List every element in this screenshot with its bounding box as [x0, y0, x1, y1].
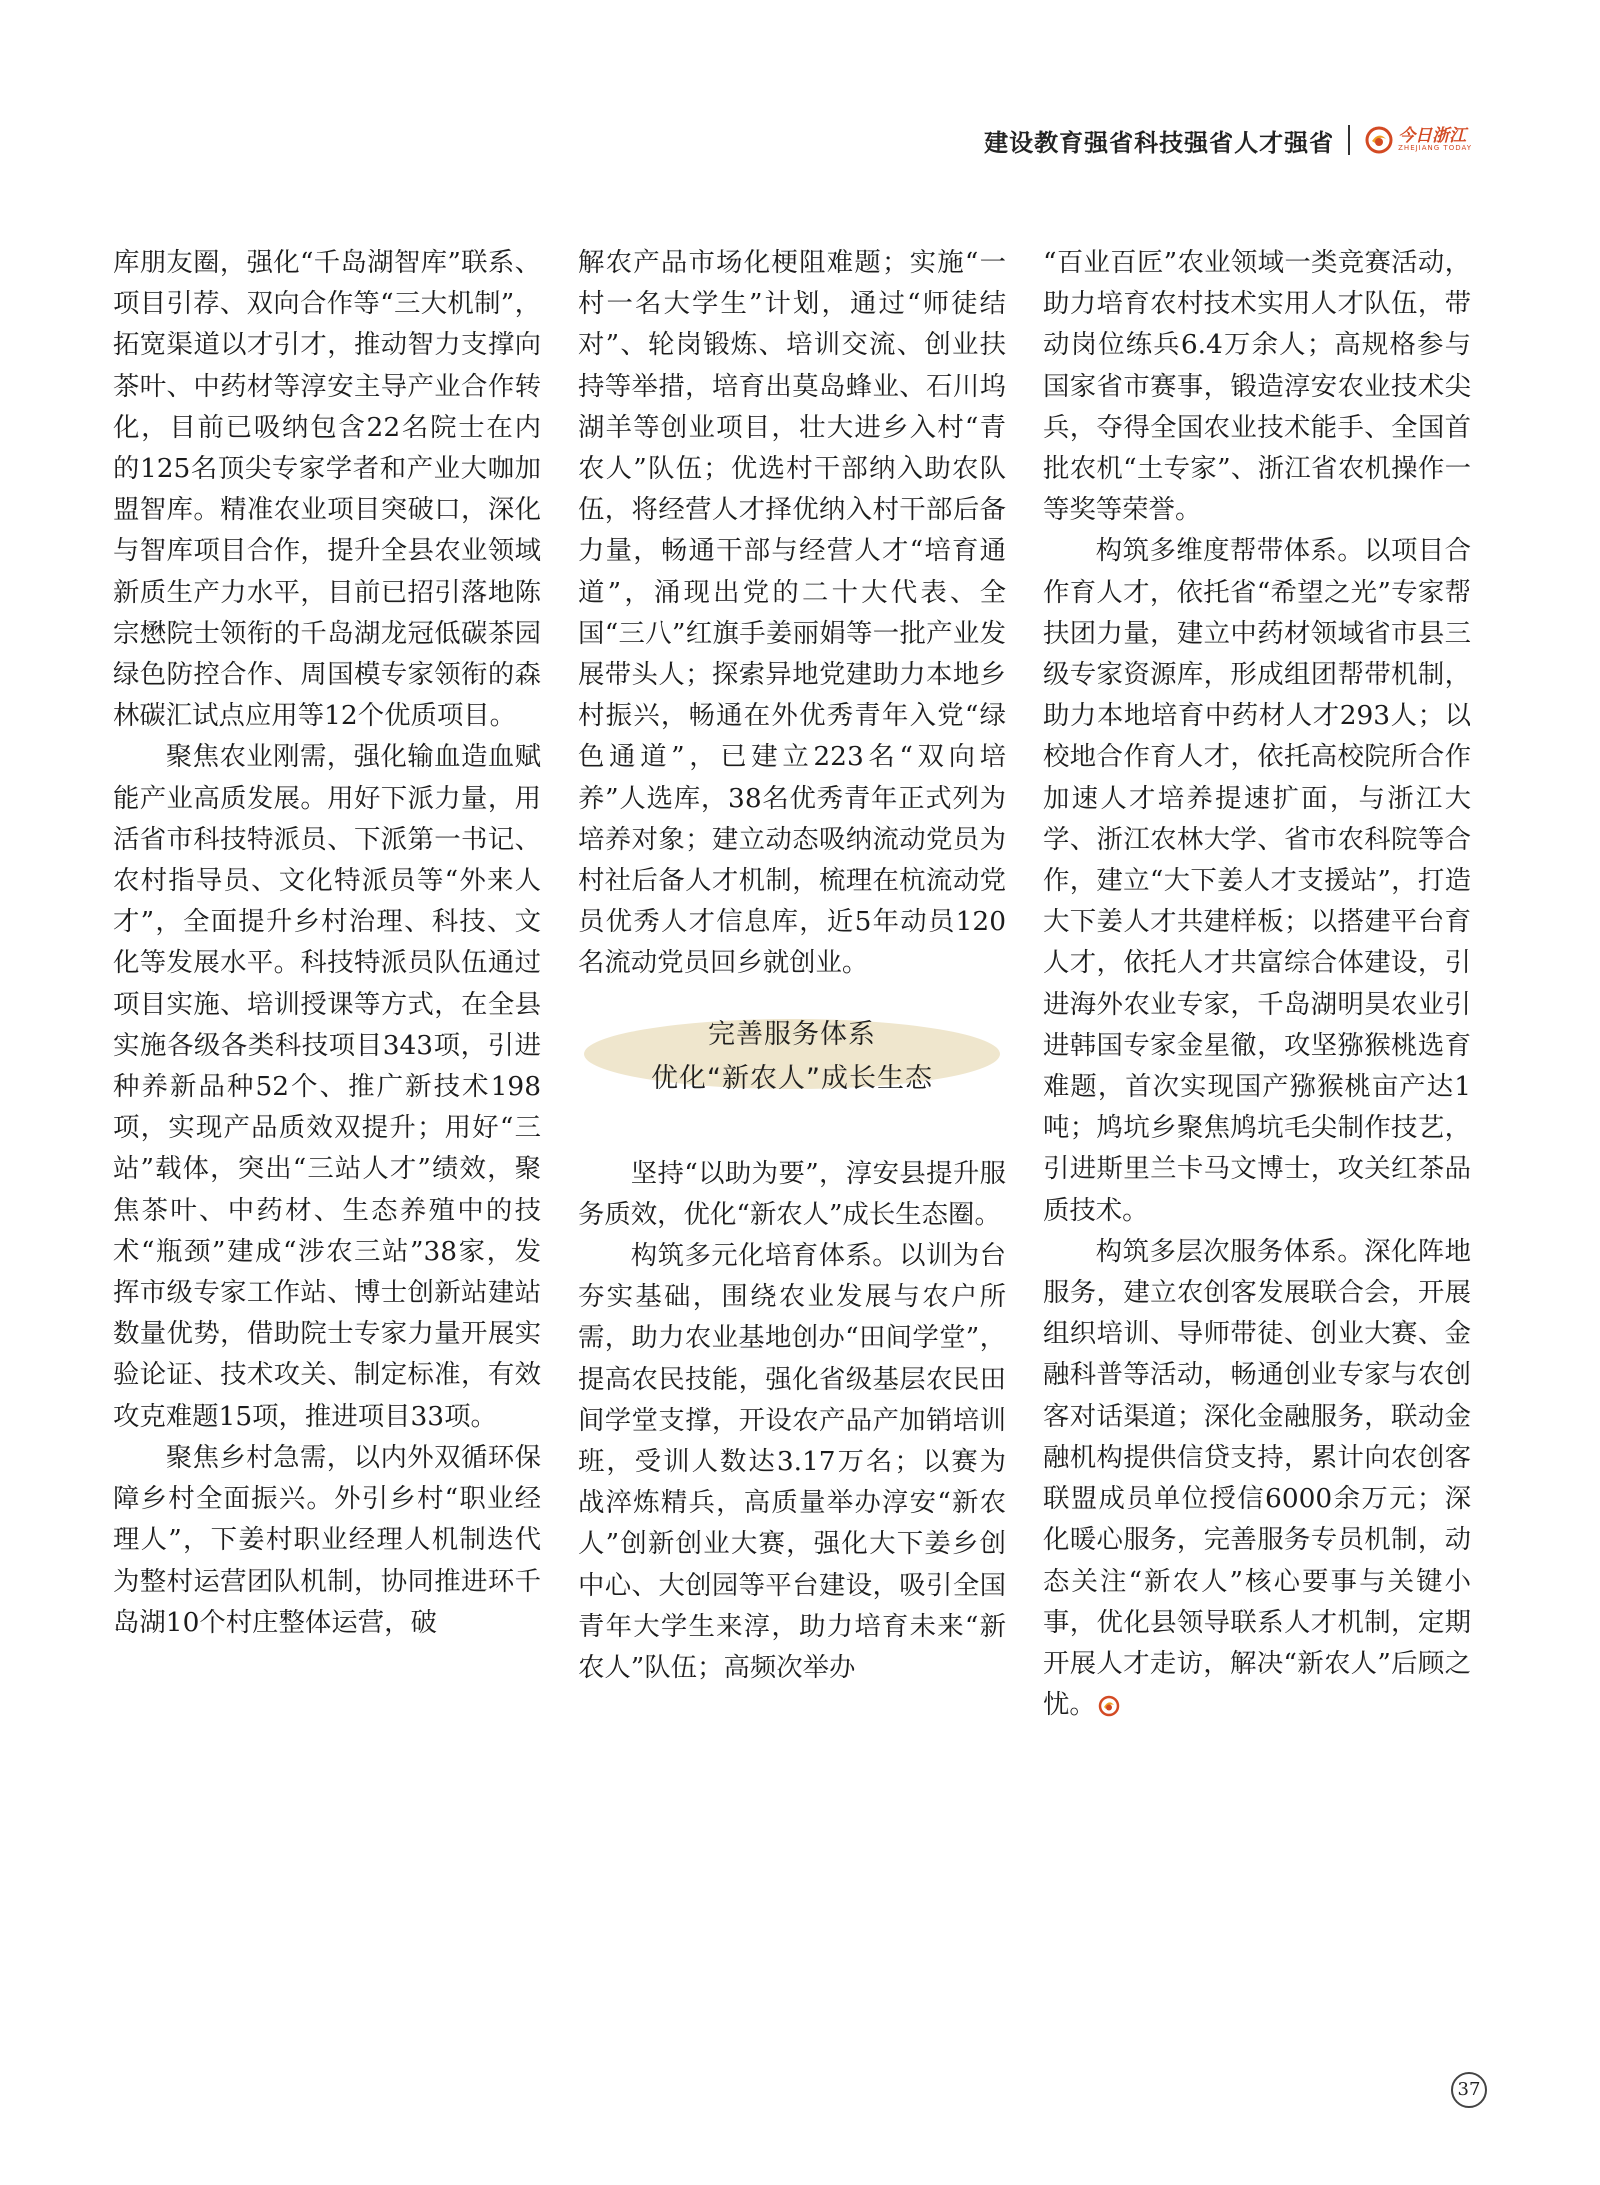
- paragraph: 坚持“以助为要”，淳安县提升服务质效，优化“新农人”成长生态圈。: [578, 1157, 1006, 1230]
- text-column-2: [578, 242, 1006, 1688]
- paragraph: 聚焦乡村急需，以内外双循环保障乡村全面振兴。外引乡村“职业经理人”，下姜村职业经理人机制迭代为整村运营团队机制，协同推进环千岛湖10个村庄整体运营，破: [113, 1441, 541, 1638]
- logo-subtext: ZHEJIANG TODAY: [1398, 144, 1472, 152]
- logo-swirl-icon: [1364, 125, 1394, 155]
- paragraph: 库朋友圈，强化“千岛湖智库”联系、项目引荐、双向合作等“三大机制”，拓宽渠道以才引才，推动智力支撑向茶叶、中药材等淳安主导产业合作转化，目前已吸纳包含22名院士在内的125名顶尖专家学者和产业大咖加盟智库。精准农业项目突破口，深化与智库项目合作，提升全县农业领域新质生产力水平，目前已招引落地陈宗懋院士领衔的千岛湖龙冠低碳茶园绿色防控合作、周国模专家领衔的森林碳汇试点应用等12个优质项目。: [113, 247, 541, 732]
- page-header: [984, 118, 1472, 162]
- end-mark-icon: [1098, 1695, 1120, 1717]
- header-divider: [1348, 125, 1350, 155]
- text-column-1: [113, 242, 541, 1643]
- paragraph: 构筑多维度帮带体系。以项目合作育人才，依托省“希望之光”专家帮扶团力量，建立中药材领域省市县三级专家资源库，形成组团帮带机制，助力本地培育中药材人才293人；以校地合作育人才，依托高校院所合作加速人才培养提速扩面，与浙江大学、浙江农林大学、省市农科院等合作，建立“大下姜人才支援站”，打造大下姜人才共建样板；以搭建平台育人才，依托人才共富综合体建设，引进海外农业专家，千岛湖明昊农业引进韩国专家金星徹，攻坚猕猴桃选育难题，首次实现国产猕猴桃亩产达1吨；鸠坑乡聚焦鸠坑毛尖制作技艺，引进斯里兰卡马文博士，攻关红茶品质技术。: [1043, 535, 1471, 1226]
- paragraph-text: 构筑多层次服务体系。深化阵地服务，建立农创客发展联合会，开展组织培训、导师带徒、创业大赛、金融科普等活动，畅通创业专家与农创客对话渠道；深化金融服务，联动金融机构提供信贷支持，累计向农创客联盟成员单位授信6000余万元；深化暖心服务，完善服务专员机制，动态关注“新农人”核心要事与关键小事，优化县领导联系人才机制，定期开展人才走访，解决“新农人”后顾之忧。: [1043, 1235, 1471, 1721]
- section-heading: [578, 1009, 1006, 1113]
- logo-text: 今日浙江: [1398, 126, 1467, 146]
- section-heading-line-1: 完善服务体系: [708, 1018, 876, 1050]
- paragraph: 构筑多元化培育体系。以训为台夯实基础，围绕农业发展与农户所需，助力农业基地创办“田间学堂”，提高农民技能，强化省级基层农民田间学堂支撑，开设农产品产加销培训班，受训人数达3.17万名；以赛为战淬炼精兵，高质量举办淳安“新农人”创新创业大赛，强化大下姜乡创中心、大创园等平台建设，吸引全国青年大学生来淳，助力培育未来“新农人”队伍；高频次举办: [578, 1240, 1006, 1684]
- paragraph: [1043, 1231, 1471, 1725]
- paragraph: 解农产品市场化梗阻难题；实施“一村一名大学生”计划，通过“师徒结对”、轮岗锻炼、培训交流、创业扶持等举措，培育出莫岛蜂业、石川坞湖羊等创业项目，壮大进乡入村“青农人”队伍；优选村干部纳入助农队伍，将经营人才择优纳入村干部后备力量，畅通干部与经营人才“培育通道”，涌现出党的二十大代表、全国“三八”红旗手姜丽娟等一批产业发展带头人；探索异地党建助力本地乡村振兴，畅通在外优秀青年入党“绿色通道”，已建立223名“双向培养”人选库，38名优秀青年正式列为培养对象；建立动态吸纳流动党员为村社后备人才机制，梳理在杭流动党员优秀人才信息库，近5年动员120名流动党员回乡就创业。: [578, 247, 1006, 979]
- header-title: 建设教育强省科技强省人才强省: [984, 128, 1335, 157]
- text-column-3: [1043, 242, 1471, 1725]
- paragraph: “百业百匠”农业领域一类竞赛活动，助力培育农村技术实用人才队伍，带动岗位练兵6.4万余人；高规格参与国家省市赛事，锻造淳安农业技术尖兵，夺得全国农业技术能手、全国首批农机“土专家”、浙江省农机操作一等奖等荣誉。: [1043, 247, 1471, 526]
- magazine-logo: [1364, 125, 1472, 155]
- page-number: 37: [1451, 2072, 1487, 2108]
- section-heading-line-2: 优化“新农人”成长生态: [651, 1062, 933, 1094]
- paragraph: 聚焦农业刚需，强化输血造血赋能产业高质发展。用好下派力量，用活省市科技特派员、下派第一书记、农村指导员、文化特派员等“外来人才”，全面提升乡村治理、科技、文化等发展水平。科技特派员队伍通过项目实施、培训授课等方式，在全县实施各级各类科技项目343项，引进种养新品种52个、推广新技术198项，实现产品质效双提升；用好“三站”载体，突出“三站人才”绩效，聚焦茶叶、中药材、生态养殖中的技术“瓶颈”建成“涉农三站”38家，发挥市级专家工作站、博士创新站建站数量优势，借助院士专家力量开展实验论证、技术攻关、制定标准，有效攻克难题15项，推进项目33项。: [113, 741, 541, 1432]
